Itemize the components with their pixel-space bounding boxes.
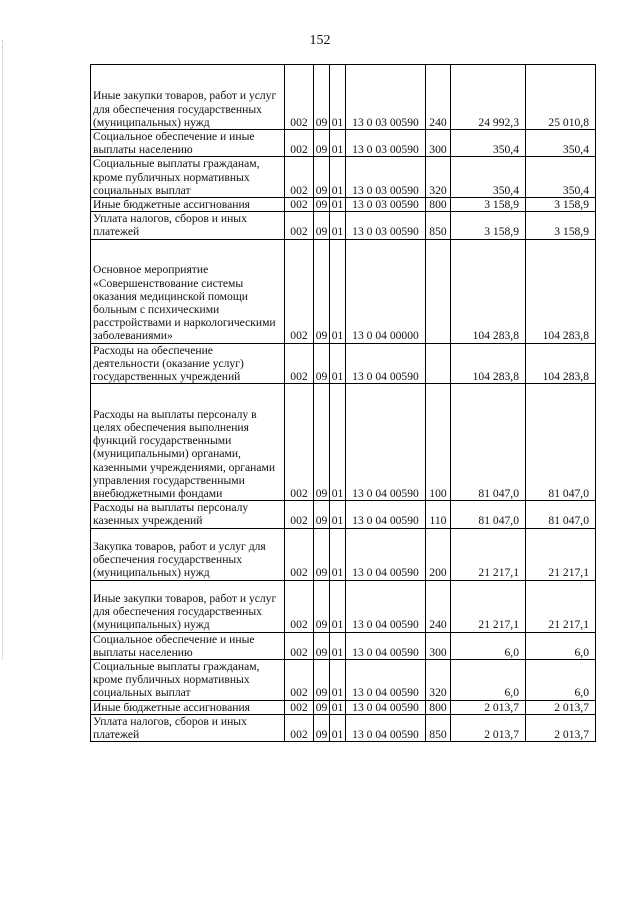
amount-year-1: 6,0 [451,632,526,659]
section-code: 09 [314,384,330,501]
item-name: Иные закупки товаров, работ и услуг для обеспечения государственных (муниципальных) нужд [91,580,285,632]
amount-year-2: 6,0 [526,660,596,701]
budget-code: 002 [285,239,314,343]
target-article: 13 0 04 00590 [346,384,426,501]
table-row [91,580,596,632]
item-name: Расходы на выплаты персоналу в целях обеспечения выполнения функций государственными (муниципальными) органами, казенными учреждениями, органами управления государственными внебюджетными фондами [91,384,285,501]
amount-year-1: 24 992,3 [451,65,526,130]
target-article: 13 0 04 00590 [346,700,426,714]
item-name: Расходы на выплаты персоналу казенных учреждений [91,501,285,528]
target-article: 13 0 04 00590 [346,343,426,384]
subsection-code: 01 [330,212,346,239]
subsection-code: 01 [330,700,346,714]
table-row [91,130,596,157]
expense-type: 240 [426,580,451,632]
table-row [91,528,596,580]
section-code: 09 [314,198,330,212]
budget-code: 002 [285,580,314,632]
section-code: 09 [314,343,330,384]
subsection-code: 01 [330,660,346,701]
subsection-code: 01 [330,528,346,580]
amount-year-2: 25 010,8 [526,65,596,130]
amount-year-1: 21 217,1 [451,580,526,632]
item-name: Социальное обеспечение и иные выплаты населению [91,130,285,157]
item-name: Социальное обеспечение и иные выплаты населению [91,632,285,659]
table-row [91,660,596,701]
item-name: Закупка товаров, работ и услуг для обеспечения государственных (муниципальных) нужд [91,528,285,580]
table-row [91,700,596,714]
expense-type: 300 [426,632,451,659]
amount-year-2: 21 217,1 [526,580,596,632]
section-code: 09 [314,580,330,632]
table-row [91,239,596,343]
amount-year-1: 350,4 [451,157,526,198]
amount-year-1: 350,4 [451,130,526,157]
table-row [91,714,596,741]
item-name: Социальные выплаты гражданам, кроме публичных нормативных социальных выплат [91,157,285,198]
table-row [91,212,596,239]
amount-year-1: 21 217,1 [451,528,526,580]
amount-year-2: 104 283,8 [526,343,596,384]
expense-type: 800 [426,198,451,212]
table-row [91,157,596,198]
budget-code: 002 [285,384,314,501]
target-article: 13 0 03 00590 [346,65,426,130]
amount-year-2: 2 013,7 [526,700,596,714]
subsection-code: 01 [330,632,346,659]
table-row [91,501,596,528]
amount-year-2: 81 047,0 [526,501,596,528]
subsection-code: 01 [330,65,346,130]
expense-type: 240 [426,65,451,130]
target-article: 13 0 03 00590 [346,212,426,239]
subsection-code: 01 [330,343,346,384]
section-code: 09 [314,700,330,714]
section-code: 09 [314,632,330,659]
target-article: 13 0 04 00590 [346,714,426,741]
subsection-code: 01 [330,714,346,741]
budget-code: 002 [285,65,314,130]
subsection-code: 01 [330,239,346,343]
budget-code: 002 [285,528,314,580]
item-name: Социальные выплаты гражданам, кроме публичных нормативных социальных выплат [91,660,285,701]
subsection-code: 01 [330,157,346,198]
section-code: 09 [314,239,330,343]
target-article: 13 0 04 00590 [346,580,426,632]
expense-type: 800 [426,700,451,714]
amount-year-2: 3 158,9 [526,212,596,239]
expense-type: 320 [426,157,451,198]
target-article: 13 0 04 00590 [346,632,426,659]
section-code: 09 [314,130,330,157]
expense-type: 850 [426,714,451,741]
target-article: 13 0 04 00590 [346,501,426,528]
expense-type: 300 [426,130,451,157]
target-article: 13 0 04 00590 [346,660,426,701]
table-row [91,198,596,212]
amount-year-2: 2 013,7 [526,714,596,741]
expense-type [426,239,451,343]
amount-year-1: 6,0 [451,660,526,701]
amount-year-2: 81 047,0 [526,384,596,501]
budget-table [90,64,596,742]
budget-code: 002 [285,198,314,212]
subsection-code: 01 [330,501,346,528]
budget-code: 002 [285,660,314,701]
expense-type: 320 [426,660,451,701]
amount-year-1: 2 013,7 [451,714,526,741]
item-name: Уплата налогов, сборов и иных платежей [91,212,285,239]
expense-type: 100 [426,384,451,501]
budget-code: 002 [285,343,314,384]
page-number: 152 [309,33,331,48]
budget-table-body [91,65,596,742]
budget-code: 002 [285,157,314,198]
item-name: Иные закупки товаров, работ и услуг для обеспечения государственных (муниципальных) нужд [91,65,285,130]
budget-code: 002 [285,212,314,239]
item-name: Основное мероприятие «Совершенствование системы оказания медицинской помощи больным с психическими расстройствами и наркологическими заболеваниями» [91,239,285,343]
amount-year-2: 350,4 [526,130,596,157]
amount-year-2: 21 217,1 [526,528,596,580]
section-code: 09 [314,528,330,580]
target-article: 13 0 04 00590 [346,528,426,580]
table-row [91,384,596,501]
subsection-code: 01 [330,198,346,212]
amount-year-2: 3 158,9 [526,198,596,212]
amount-year-1: 2 013,7 [451,700,526,714]
target-article: 13 0 03 00590 [346,130,426,157]
subsection-code: 01 [330,384,346,501]
scan-margin-marks [2,40,9,660]
budget-code: 002 [285,714,314,741]
table-row [91,632,596,659]
section-code: 09 [314,212,330,239]
amount-year-1: 81 047,0 [451,501,526,528]
amount-year-1: 104 283,8 [451,239,526,343]
item-name: Расходы на обеспечение деятельности (оказание услуг) государственных учреждений [91,343,285,384]
subsection-code: 01 [330,580,346,632]
amount-year-2: 350,4 [526,157,596,198]
table-row [91,65,596,130]
amount-year-1: 3 158,9 [451,198,526,212]
expense-type: 200 [426,528,451,580]
item-name: Иные бюджетные ассигнования [91,700,285,714]
amount-year-2: 6,0 [526,632,596,659]
target-article: 13 0 03 00590 [346,198,426,212]
budget-code: 002 [285,130,314,157]
expense-type [426,343,451,384]
amount-year-2: 104 283,8 [526,239,596,343]
expense-type: 850 [426,212,451,239]
amount-year-1: 3 158,9 [451,212,526,239]
section-code: 09 [314,660,330,701]
section-code: 09 [314,714,330,741]
amount-year-1: 104 283,8 [451,343,526,384]
subsection-code: 01 [330,130,346,157]
section-code: 09 [314,65,330,130]
table-row [91,343,596,384]
budget-code: 002 [285,632,314,659]
item-name: Иные бюджетные ассигнования [91,198,285,212]
section-code: 09 [314,501,330,528]
budget-code: 002 [285,700,314,714]
target-article: 13 0 03 00590 [346,157,426,198]
target-article: 13 0 04 00000 [346,239,426,343]
expense-type: 110 [426,501,451,528]
budget-code: 002 [285,501,314,528]
amount-year-1: 81 047,0 [451,384,526,501]
section-code: 09 [314,157,330,198]
item-name: Уплата налогов, сборов и иных платежей [91,714,285,741]
